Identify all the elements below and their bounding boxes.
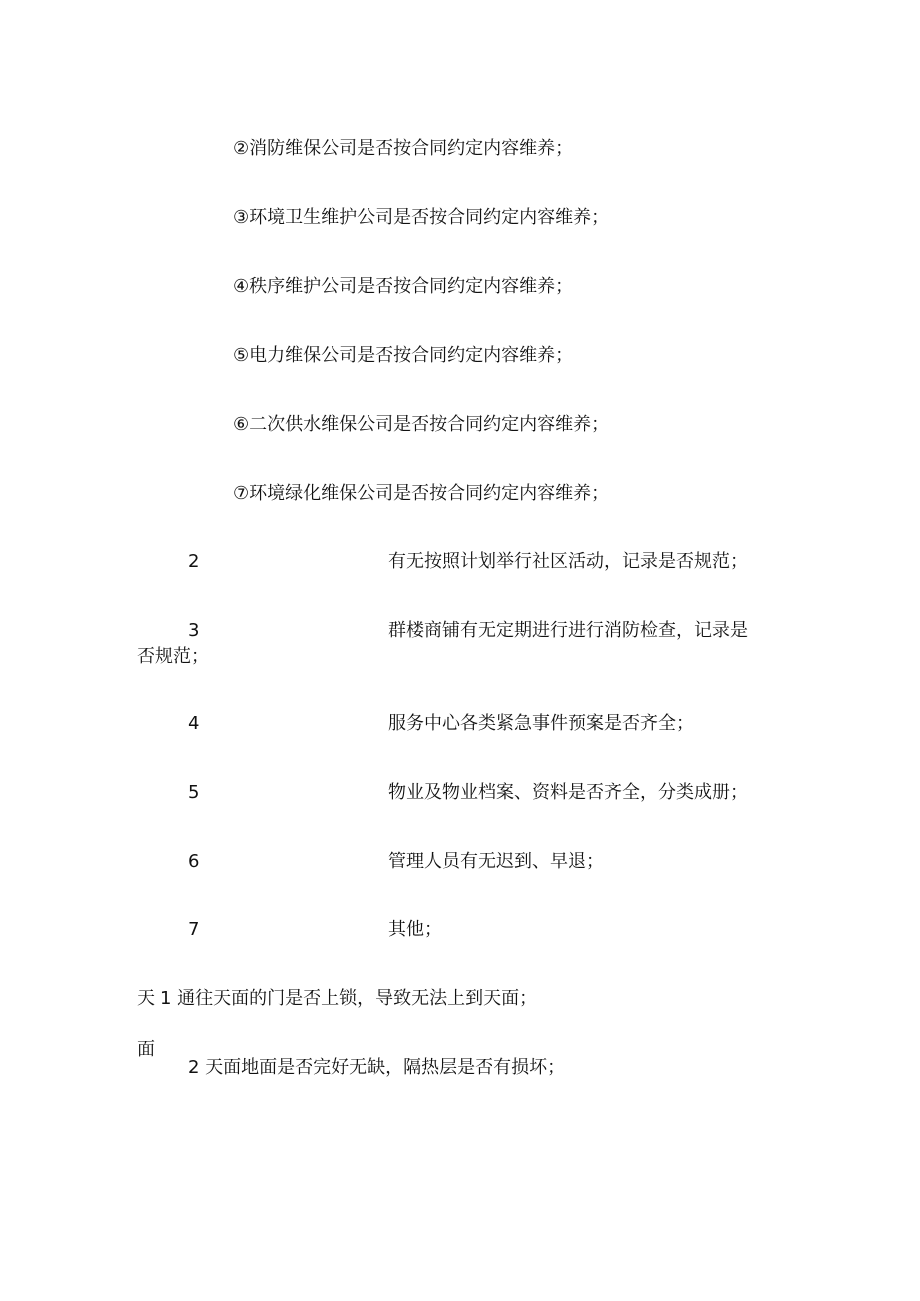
item-number: 4: [188, 713, 200, 734]
circled-item: ⑤电力维保公司是否按合同约定内容维养；: [233, 345, 574, 366]
circled-item: ③环境卫生维护公司是否按合同约定内容维养；: [233, 207, 610, 228]
item-text-continuation: 否规范；: [137, 646, 209, 667]
item-number: 7: [188, 919, 200, 940]
item-number: 2: [188, 551, 200, 572]
roof-label-top: 天: [137, 988, 155, 1009]
item-number: 5: [188, 782, 200, 803]
circled-item: ②消防维保公司是否按合同约定内容维养；: [233, 138, 574, 159]
item-text: 服务中心各类紧急事件预案是否齐全；: [388, 713, 694, 734]
item-number: 3: [188, 620, 200, 641]
item-text: 有无按照计划举行社区活动，记录是否规范；: [388, 551, 748, 572]
item-text: 群楼商铺有无定期进行进行消防检查，记录是: [388, 620, 748, 641]
circled-item: ⑥二次供水维保公司是否按合同约定内容维养；: [233, 414, 610, 435]
item-number: 6: [188, 851, 200, 872]
circled-item: ⑦环境绿化维保公司是否按合同约定内容维养；: [233, 483, 610, 504]
item-text: 物业及物业档案、资料是否齐全，分类成册；: [388, 782, 748, 803]
roof-label-bottom: 面: [137, 1039, 155, 1060]
roof-item: 1 通往天面的门是否上锁，导致无法上到天面；: [160, 988, 538, 1009]
item-text: 其他；: [388, 919, 442, 940]
circled-item: ④秩序维护公司是否按合同约定内容维养；: [233, 276, 574, 297]
item-text: 管理人员有无迟到、早退；: [388, 851, 604, 872]
roof-item: 2 天面地面是否完好无缺，隔热层是否有损坏；: [188, 1057, 566, 1078]
